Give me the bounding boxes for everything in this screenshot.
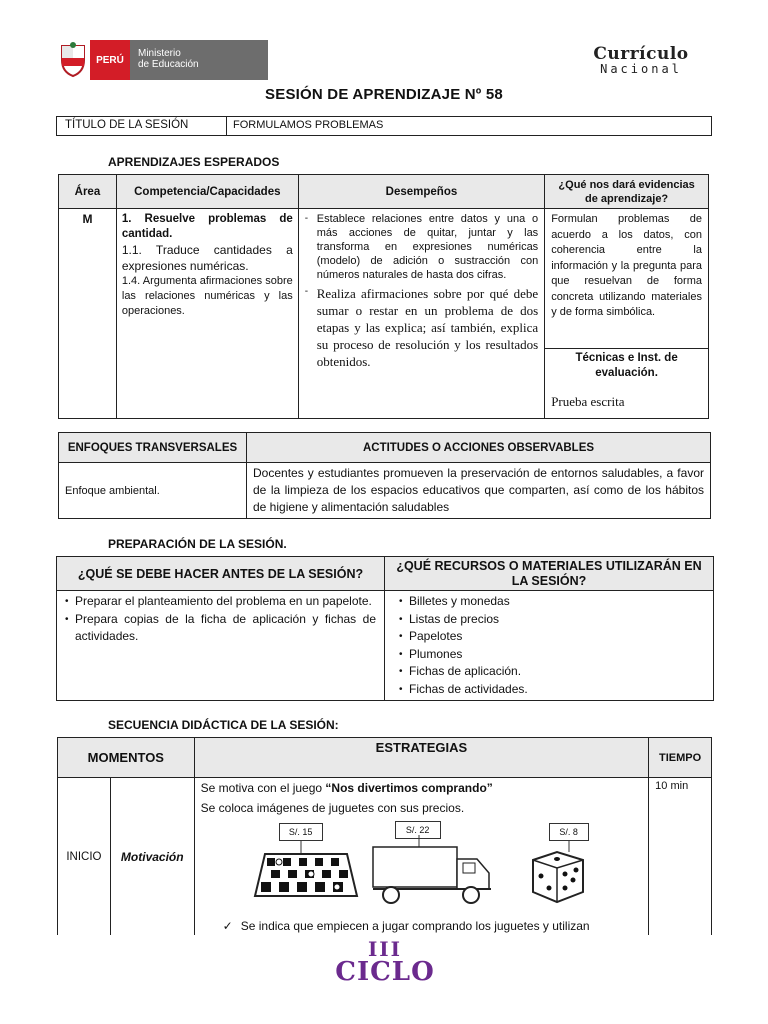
momento-inicio: INICIO <box>58 778 111 936</box>
recurso-item: • Listas de precios <box>399 611 699 629</box>
estrategia-line-2: Se coloca imágenes de juguetes con sus precios. <box>200 801 465 815</box>
toys-illustration <box>201 823 643 915</box>
curriculo-line-2: Nacional <box>600 62 682 76</box>
juego-name: “Nos divertimos comprando” <box>325 781 493 795</box>
area-cell: M <box>59 209 117 419</box>
ministry-line-2: de Educación <box>138 59 199 70</box>
ciclo-footer-logo <box>300 937 470 987</box>
page-title: SESIÓN DE APRENDIZAJE Nº 58 <box>265 86 503 103</box>
header-momentos: MOMENTOS <box>58 738 195 778</box>
tecnicas-label: Técnicas e Inst. de evaluación. <box>575 352 678 379</box>
evidencias-cell <box>545 209 709 419</box>
recurso-item-text: Plumones <box>409 646 463 661</box>
desempeno-2: Realiza afirmaciones sobre por qué debe sumar o restar en un problema de dos etapas y las explica; así también, explica su proceso de resolución y los resultados obtenidos. <box>316 286 539 369</box>
footer-word: CICLO <box>335 957 435 987</box>
price-tag-truck: S/. 22 <box>395 821 441 839</box>
submomento-motivacion: Motivación <box>110 778 194 936</box>
check-item <box>201 919 643 933</box>
recurso-item-text: Papelotes <box>409 629 463 643</box>
aprendizajes-table <box>58 174 709 419</box>
curriculo-line-1: Currículo <box>593 44 689 64</box>
desempeno-item: - Realiza afirmaciones sobre por qué debe sumar o restar en un problema de dos etapas y las explica; así también, explica su proceso de resolución y los resultados obtenidos. <box>304 286 539 369</box>
capacidad-1: 1.1. Traduce cantidades a expresiones numéricas. <box>121 243 293 273</box>
header-tiempo: TIEMPO <box>649 738 712 778</box>
tecnicas-value: Prueba escrita <box>551 394 625 409</box>
recurso-item: • Fichas de actividades. <box>399 681 699 699</box>
check-icon: ✓ <box>222 919 233 933</box>
enfoques-table <box>58 432 711 519</box>
preparacion-label: PREPARACIÓN DE LA SESIÓN. <box>108 537 287 551</box>
secuencia-label: SECUENCIA DIDÁCTICA DE LA SESIÓN: <box>108 718 339 732</box>
desempeno-item: - Establece relaciones entre datos y una o más acciones de quitar, juntar y las transforma en expresiones numéricas (modelo) de adición o sustracción con números naturales de hasta dos cifras. <box>304 213 539 281</box>
recurso-item: • Billetes y monedas <box>399 593 699 611</box>
preparacion-table <box>56 556 714 701</box>
header-competencia: Competencia/Capacidades <box>116 175 298 209</box>
ministry-line-1: Ministerio <box>138 48 181 59</box>
competencia-cell <box>116 209 298 419</box>
desempenos-cell <box>298 209 544 419</box>
curriculo-nacional-logo <box>586 44 696 76</box>
header-actitudes: ACTITUDES O ACCIONES OBSERVABLES <box>247 433 711 463</box>
evidencia-text: Formulan problemas de acuerdo a los datos, con coherencia entre la información y la pregunta para que resuelvan de forma concreta utilizando materiales y de forma simbólica. <box>545 209 708 349</box>
header-estrategias: ESTRATEGIAS <box>194 738 649 778</box>
recurso-item-text: Listas de precios <box>409 611 500 626</box>
antes-item-text: Prepara copias de la ficha de aplicación y fichas de actividades. <box>75 611 376 643</box>
footer-roman: III <box>367 937 403 961</box>
price-tag-die: S/. 8 <box>549 823 589 841</box>
tiempo-cell: 10 min <box>649 778 712 936</box>
header-evidencias: ¿Qué nos dará evidencias de aprendizaje? <box>545 175 709 209</box>
session-title-label: TÍTULO DE LA SESIÓN <box>57 117 227 135</box>
header-area: Área <box>59 175 117 209</box>
actitud-cell: Docentes y estudiantes promueven la preservación de entornos saludables, a favor de la limpieza de los espacios educativos que comparten, así como de los hábitos de higiene y alimentación saludables <box>247 463 711 519</box>
coat-of-arms-icon <box>56 40 90 80</box>
desempeno-1: Establece relaciones entre datos y una o más acciones de quitar, juntar y las transforma en expresiones numéricas (modelo) de adición o sustracción con números naturales de hasta dos cifras. <box>316 213 539 281</box>
recurso-item-text: Fichas de actividades. <box>409 681 528 696</box>
antes-item: • Prepara copias de la ficha de aplicación y fichas de actividades. <box>65 611 376 646</box>
recurso-item-text: Fichas de aplicación. <box>409 664 522 678</box>
die-icon <box>527 840 587 904</box>
session-title-row <box>56 116 712 136</box>
check-item-text: Se indica que empiecen a jugar comprando los juguetes y utilizan <box>240 919 590 933</box>
estrategias-cell <box>194 778 649 936</box>
estrategia-line-1 <box>201 780 643 797</box>
recurso-item: • Papelotes <box>399 628 699 646</box>
price-tag-checkers: S/. 15 <box>279 823 323 841</box>
header-recursos: ¿QUÉ RECURSOS O MATERIALES UTILIZARÁN EN LA SESIÓN? <box>385 557 714 591</box>
recurso-item: • Plumones <box>399 646 699 664</box>
aprendizajes-label: APRENDIZAJES ESPERADOS <box>108 155 280 169</box>
ministry-name <box>130 40 268 80</box>
enfoque-cell: Enfoque ambiental. <box>59 463 247 519</box>
capacidad-2: 1.4. Argumenta afirmaciones sobre las relaciones numéricas y las operaciones. <box>121 275 293 317</box>
recurso-item: • Fichas de aplicación. <box>399 663 699 681</box>
secuencia-table <box>57 737 712 935</box>
antes-item: • Preparar el planteamiento del problema en un papelote. <box>65 593 376 611</box>
competencia-title: 1. Resuelve problemas de cantidad. <box>121 213 293 240</box>
truck-icon <box>371 835 497 907</box>
header-desempenos: Desempeños <box>298 175 544 209</box>
peru-label: PERÚ <box>90 40 130 80</box>
antes-cell <box>57 591 385 701</box>
antes-item-text: Preparar el planteamiento del problema en un papelote. <box>75 594 372 608</box>
header-enfoques: ENFOQUES TRANSVERSALES <box>59 433 247 463</box>
header-antes: ¿QUÉ SE DEBE HACER ANTES DE LA SESIÓN? <box>57 557 385 591</box>
checkers-board-icon <box>251 840 361 900</box>
session-title-value: FORMULAMOS PROBLEMAS <box>233 119 384 131</box>
ministry-logo <box>56 40 268 80</box>
recursos-cell <box>385 591 714 701</box>
estrategia-line-1-plain: Se motiva con el juego <box>200 781 326 795</box>
recurso-item-text: Billetes y monedas <box>409 594 510 608</box>
